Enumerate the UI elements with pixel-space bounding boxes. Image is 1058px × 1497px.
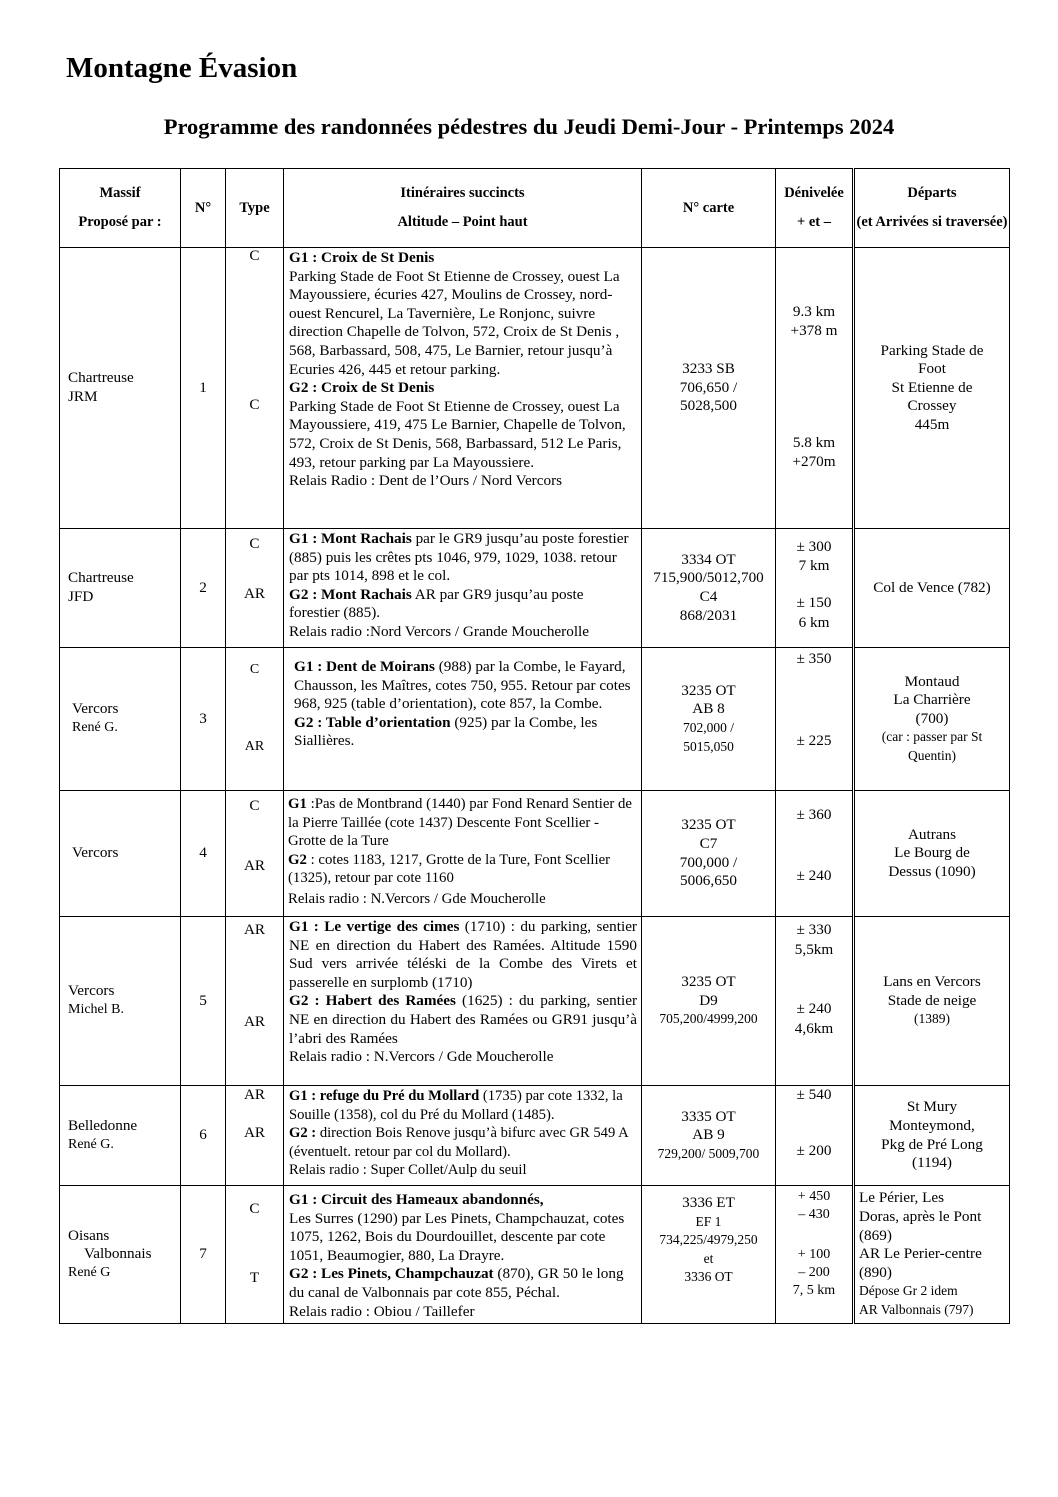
depart-cell: Lans en Vercors Stade de neige (1389) xyxy=(854,917,1010,1086)
massif-cell: Vercors René G. xyxy=(60,648,181,791)
itinerary-cell: G1 : Dent de Moirans (988) par la Combe, le Fayard, Chausson, les Maîtres, cotes 750, 955. Retour par cotes 968, 925 (table d’orientation), cote 857, la Combe. G2 : Table d’orientation (925) par la Combe, les Siallières. xyxy=(284,648,642,791)
massif-cell: Chartreuse JFD xyxy=(60,529,181,648)
table-row xyxy=(60,529,1010,648)
table-row xyxy=(60,917,1010,1086)
table-row xyxy=(60,1086,1010,1186)
depart-cell: Le Périer, Les Doras, après le Pont (869) AR Le Perier-centre (890) Dépose Gr 2 idem AR Valbonnais (797) xyxy=(854,1186,1010,1324)
program-table xyxy=(59,168,1010,1324)
header-num: N° xyxy=(181,169,226,248)
denivelee-cell: ± 350 ± 225 xyxy=(776,648,854,791)
massif-cell: Belledonne René G. xyxy=(60,1086,181,1186)
denivelee-cell: 9.3 km +378 m 5.8 km +270m xyxy=(776,248,854,529)
header-carte: N° carte xyxy=(642,169,776,248)
carte-cell: 3336 ET EF 1 734,225/4979,250 et 3336 OT xyxy=(642,1186,776,1324)
itinerary-cell: G1 :Pas de Montbrand (1440) par Fond Renard Sentier de la Pierre Taillée (cote 1437) Descente Font Scellier - Grotte de la Ture G2 : cotes 1183, 1217, Grotte de la Ture, Font Scellier (1325), retour par cote 1160 Relais radio : N.Vercors / Gde Moucherolle xyxy=(284,791,642,917)
num-cell: 4 xyxy=(181,791,226,917)
type-cell: AR AR xyxy=(226,917,284,1086)
depart-cell: Parking Stade de Foot St Etienne de Crossey 445m xyxy=(854,248,1010,529)
carte-cell: 3335 OT AB 9 729,200/ 5009,700 xyxy=(642,1086,776,1186)
massif-cell: Vercors Michel B. xyxy=(60,917,181,1086)
depart-cell: St Mury Monteymond, Pkg de Pré Long (1194) xyxy=(854,1086,1010,1186)
denivelee-cell: + 450 – 430 + 100 – 200 7, 5 km xyxy=(776,1186,854,1324)
table-row xyxy=(60,1186,1010,1324)
table-row xyxy=(60,248,1010,529)
carte-cell: 3233 SB 706,650 / 5028,500 xyxy=(642,248,776,529)
type-cell: C T xyxy=(226,1186,284,1324)
depart-cell: Montaud La Charrière (700) (car : passer par St Quentin) xyxy=(854,648,1010,791)
header-departs: Départs (et Arrivées si traversée) xyxy=(854,169,1010,248)
massif-cell: Chartreuse JRM xyxy=(60,248,181,529)
program-title: Programme des randonnées pédestres du Jeudi Demi-Jour - Printemps 2024 xyxy=(163,114,895,139)
num-cell: 3 xyxy=(181,648,226,791)
num-cell: 2 xyxy=(181,529,226,648)
type-cell: AR AR xyxy=(226,1086,284,1186)
num-cell: 6 xyxy=(181,1086,226,1186)
denivelee-cell: ± 330 5,5km ± 240 4,6km xyxy=(776,917,854,1086)
type-cell: C AR xyxy=(226,791,284,917)
massif-cell: Oisans Valbonnais René G xyxy=(60,1186,181,1324)
denivelee-cell: ± 360 ± 240 xyxy=(776,791,854,917)
itinerary-cell: G1 : Circuit des Hameaux abandonnés, Les Surres (1290) par Les Pinets, Champchauzat, cotes 1075, 1262, Bois du Dourdouillet, descente par cote 1051, Beaumogier, 880, La Drayre. G2 : Les Pinets, Champchauzat (870), GR 50 le long du canal de Valbonnais par cote 855, Péchal. Relais radio : Obiou / Taillefer xyxy=(284,1186,642,1324)
denivelee-cell: ± 300 7 km ± 150 6 km xyxy=(776,529,854,648)
depart-cell: Col de Vence (782) xyxy=(854,529,1010,648)
organization-name: Montagne Évasion xyxy=(66,52,298,84)
type-cell: C AR xyxy=(226,529,284,648)
header-type: Type xyxy=(226,169,284,248)
itinerary-cell: G1 : Le vertige des cimes (1710) : du parking, sentier NE en direction du Habert des Ramées. Altitude 1590 Sud vers arrivée téléski de la Combe des Virets et passerelle en surplomb (1710) G2 : Habert des Ramées (1625) : du parking, sentier NE en direction du Habert des Ramées ou GR91 jusqu’à l’abri des Ramées Relais radio : N.Vercors / Gde Moucherolle xyxy=(284,917,642,1086)
num-cell: 5 xyxy=(181,917,226,1086)
carte-cell: 3235 OT AB 8 702,000 / 5015,050 xyxy=(642,648,776,791)
num-cell: 1 xyxy=(181,248,226,529)
denivelee-cell: ± 540 ± 200 xyxy=(776,1086,854,1186)
table-row xyxy=(60,648,1010,791)
massif-cell: Vercors xyxy=(60,791,181,917)
itinerary-cell: G1 : Mont Rachais par le GR9 jusqu’au poste forestier (885) puis les crêtes pts 1046, 979, 1029, 1038. retour par pts 1014, 898 et le col. G2 : Mont Rachais AR par GR9 jusqu’au poste forestier (885). Relais radio :Nord Vercors / Grande Moucherolle xyxy=(284,529,642,648)
carte-cell: 3235 OT D9 705,200/4999,200 xyxy=(642,917,776,1086)
header-massif: Massif Proposé par : xyxy=(60,169,181,248)
num-cell: 7 xyxy=(181,1186,226,1324)
carte-cell: 3334 OT 715,900/5012,700 C4 868/2031 xyxy=(642,529,776,648)
depart-cell: Autrans Le Bourg de Dessus (1090) xyxy=(854,791,1010,917)
itinerary-cell: G1 : Croix de St Denis Parking Stade de Foot St Etienne de Crossey, ouest La Mayoussiere, écuries 427, Moulins de Crossey, nord-ouest Rencurel, La Tavernière, Le Ronjonc, suivre direction Chapelle de Tolvon, 572, Croix de St Denis , 568, Barbassard, 508, 475, Le Barnier, retour jusqu’à Ecuries 426, 445 et retour parking. G2 : Croix de St Denis Parking Stade de Foot St Etienne de Crossey, ouest La Mayoussiere, 419, 475 Le Barnier, Chapelle de Tolvon, 572, Croix de St Denis, 568, Barbassard, 512 Le Paris, 493, retour parking par La Mayoussiere. Relais Radio : Dent de l’Ours / Nord Vercors xyxy=(284,248,642,529)
carte-cell: 3235 OT C7 700,000 / 5006,650 xyxy=(642,791,776,917)
itinerary-cell: G1 : refuge du Pré du Mollard (1735) par cote 1332, la Souille (1358), col du Pré du Mollard (1485). G2 : direction Bois Renove jusqu’à bifurc avec GR 549 A (éventuelt. retour par col du Mollard). Relais radio : Super Collet/Aulp du seuil xyxy=(284,1086,642,1186)
table-header-row xyxy=(60,169,1010,248)
type-cell: C AR xyxy=(226,648,284,791)
type-cell: C C xyxy=(226,248,284,529)
header-denivelee: Dénivelée + et – xyxy=(776,169,854,248)
header-itineraries: Itinéraires succincts Altitude – Point haut xyxy=(284,169,642,248)
table-row xyxy=(60,791,1010,917)
